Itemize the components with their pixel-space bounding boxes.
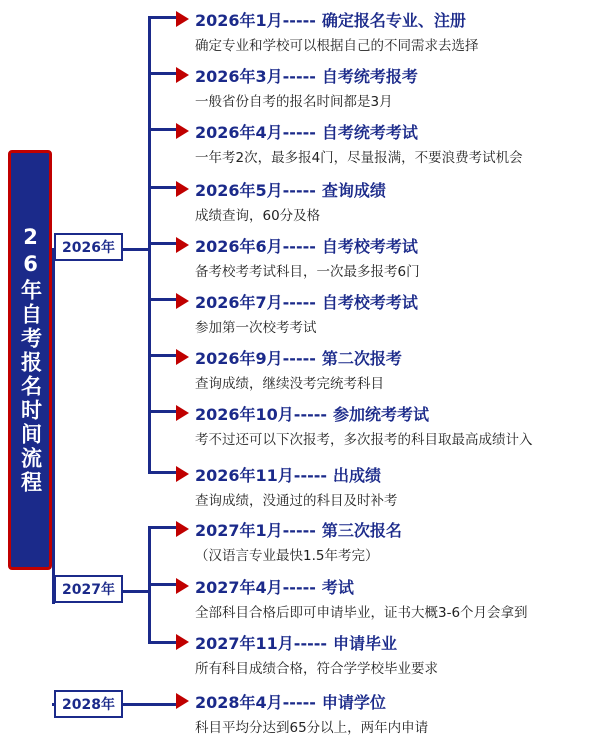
timeline-item-date: 2026年1月----- [195, 10, 316, 30]
timeline-item-date: 2026年6月----- [195, 236, 316, 256]
triangle-bullet-icon [176, 181, 189, 197]
timeline-item-date: 2027年1月----- [195, 520, 316, 540]
connector-2027-branch-1 [148, 526, 176, 529]
timeline-item-head [176, 346, 594, 368]
timeline-item-head [176, 290, 594, 312]
timeline-item-topic: 申请毕业 [333, 633, 398, 653]
timeline-item-date: 2027年11月----- [195, 633, 328, 653]
triangle-bullet-icon [176, 578, 189, 594]
timeline-item-head [176, 64, 594, 86]
connector-2026-branch-1 [148, 16, 176, 19]
triangle-bullet-icon [176, 466, 189, 482]
timeline-item-desc: 备考校考考试科目，一次最多报考6门 [195, 264, 420, 280]
connector-2027-branch-3 [148, 641, 176, 644]
timeline-item-head [176, 463, 594, 485]
page-title-text: 26年自考报名时间流程 [18, 225, 43, 495]
year-label-2027: 2027年 [54, 575, 123, 603]
year-label-2026: 2026年 [54, 233, 123, 261]
timeline-item [176, 178, 594, 224]
timeline-item-desc: 查询成绩，没通过的科目及时补考 [195, 493, 398, 509]
triangle-bullet-icon [176, 293, 189, 309]
timeline-item [176, 518, 594, 564]
triangle-bullet-icon [176, 634, 189, 650]
timeline-item-topic: 第二次报考 [321, 348, 402, 368]
timeline-item-topic: 自考统考考试 [321, 122, 418, 142]
timeline-item [176, 631, 594, 677]
connector-year-spine [52, 248, 55, 604]
timeline-item [176, 120, 594, 166]
timeline-item-topic: 考试 [321, 577, 354, 597]
timeline-item [176, 690, 594, 736]
timeline-item-topic: 自考校考考试 [321, 236, 418, 256]
connector-2026-branch-4 [148, 186, 176, 189]
timeline-item-topic: 出成绩 [333, 465, 382, 485]
year-label-2028: 2028年 [54, 690, 123, 718]
timeline-item [176, 402, 594, 448]
triangle-bullet-icon [176, 521, 189, 537]
timeline-item [176, 575, 594, 621]
timeline-item [176, 64, 594, 110]
triangle-bullet-icon [176, 11, 189, 27]
timeline-item-desc: 所有科目成绩合格，符合学学校毕业要求 [195, 661, 438, 677]
timeline-item-head [176, 575, 594, 597]
timeline-item [176, 8, 594, 54]
timeline-item-date: 2026年9月----- [195, 348, 316, 368]
timeline-item-topic: 自考统考报考 [321, 66, 418, 86]
timeline-item-head [176, 234, 594, 256]
connector-2026-branch-3 [148, 128, 176, 131]
timeline-item-date: 2026年5月----- [195, 180, 316, 200]
connector-2026-branch-2 [148, 72, 176, 75]
triangle-bullet-icon [176, 349, 189, 365]
timeline-item-head [176, 120, 594, 142]
timeline-item-topic: 自考校考考试 [321, 292, 418, 312]
timeline-item-date: 2026年11月----- [195, 465, 328, 485]
timeline-item-desc: 一般省份自考的报名时间都是3月 [195, 94, 393, 110]
timeline-item-desc: 确定专业和学校可以根据自己的不同需求去选择 [195, 38, 479, 54]
timeline-item-desc: 科目平均分达到65分以上，两年内申请 [195, 720, 429, 736]
timeline-item [176, 346, 594, 392]
timeline-item [176, 463, 594, 509]
timeline-item-desc: 参加第一次校考考试 [195, 320, 317, 336]
timeline-item-topic: 查询成绩 [321, 180, 386, 200]
timeline-item-topic: 第三次报名 [321, 520, 402, 540]
timeline-item-date: 2026年3月----- [195, 66, 316, 86]
timeline-item-head [176, 8, 594, 30]
timeline-item-date: 2027年4月----- [195, 577, 316, 597]
connector-2026-branch-5 [148, 242, 176, 245]
connector-2026-branch-7 [148, 354, 176, 357]
timeline-item-desc: 一年考2次，最多报4门，尽量报满，不要浪费考试机会 [195, 150, 523, 166]
connector-2026-vertical [148, 16, 151, 474]
timeline-item-topic: 参加统考考试 [333, 404, 430, 424]
timeline-item-date: 2026年7月----- [195, 292, 316, 312]
timeline-item-head [176, 631, 594, 653]
timeline-item-head [176, 690, 594, 712]
connector-2027-branch-2 [148, 583, 176, 586]
timeline-item-head [176, 518, 594, 540]
timeline-item-desc: 考不过还可以下次报考，多次报考的科目取最高成绩计入 [195, 432, 533, 448]
timeline-item-desc: （汉语言专业最快1.5年考完） [195, 548, 379, 564]
timeline-item-desc: 成绩查询，60分及格 [195, 208, 321, 224]
timeline-item-date: 2026年10月----- [195, 404, 328, 424]
page-title [8, 150, 52, 570]
connector-2026-branch-6 [148, 298, 176, 301]
timeline-item-desc: 全部科目合格后即可申请毕业，证书大概3-6个月会拿到 [195, 605, 528, 621]
triangle-bullet-icon [176, 123, 189, 139]
timeline-item-topic: 申请学位 [321, 692, 386, 712]
timeline-item [176, 290, 594, 336]
timeline-item-date: 2026年4月----- [195, 122, 316, 142]
connector-2026-branch-8 [148, 410, 176, 413]
timeline-item-head [176, 402, 594, 424]
timeline-item [176, 234, 594, 280]
connector-2026-branch-9 [148, 471, 176, 474]
triangle-bullet-icon [176, 693, 189, 709]
timeline-item-desc: 查询成绩，继续没考完统考科目 [195, 376, 384, 392]
timeline-item-head [176, 178, 594, 200]
triangle-bullet-icon [176, 237, 189, 253]
timeline-item-date: 2028年4月----- [195, 692, 316, 712]
timeline-item-topic: 确定报名专业、注册 [321, 10, 466, 30]
triangle-bullet-icon [176, 67, 189, 83]
triangle-bullet-icon [176, 405, 189, 421]
